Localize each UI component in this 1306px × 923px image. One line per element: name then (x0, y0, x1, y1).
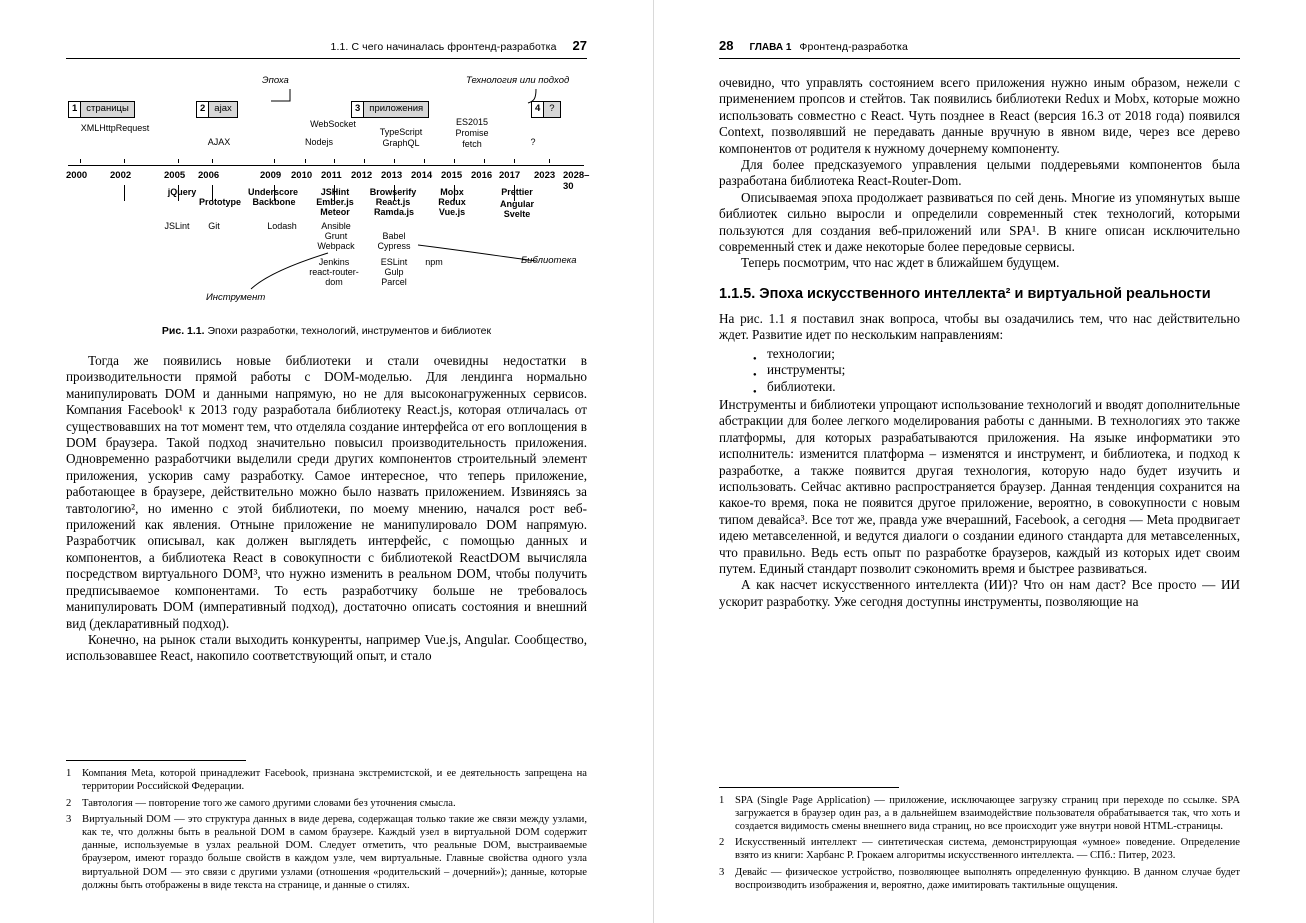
footnote-number: 3 (719, 866, 725, 878)
era-box-3 (351, 101, 429, 118)
axis-tick (549, 159, 550, 163)
footnotes-left (66, 746, 587, 895)
axis-tick (212, 159, 213, 163)
fig-label-es2015: ES2015 (455, 117, 489, 127)
figure-annotation-era: Эпоха (262, 75, 289, 86)
axis-year: 2010 (291, 170, 313, 181)
bullet-list (719, 346, 1240, 395)
header-rule-right (719, 58, 1240, 59)
axis-year: 2009 (260, 170, 282, 181)
page-number-left: 27 (572, 38, 587, 53)
fig-label-eslint: ESLint (380, 257, 408, 267)
fig-label-angular: Angular (499, 199, 534, 209)
running-head-right (719, 38, 1240, 58)
fig-label-git: Git (208, 221, 220, 231)
footnote-rule (719, 787, 899, 788)
footnote-number: 2 (719, 837, 725, 849)
footnote-text: Компания Meta, которой принадлежит Facebook, признана экстремистской, и ее деятельность запрещена на территории Российской Федерации. (82, 768, 587, 793)
figure-annotation-instrument: Инструмент (206, 292, 266, 303)
fig-label-promise: Promise (455, 128, 489, 138)
fig-label-backbone: Backbone (252, 197, 296, 207)
fig-label-jenkins: Jenkins (318, 257, 350, 267)
footnote-number: 2 (66, 797, 72, 809)
timeline-axis (68, 165, 584, 166)
footnote-number: 1 (719, 794, 725, 806)
era-box-2 (196, 101, 238, 118)
footnote-text: Искусственный интеллект — синтетическая система, демонстрирующая «умное» поведение. Определение взято из книги: Харбанс Р. Грокаем алгоритмы искусственного интеллекта. — СПб.: Питер, 2023. (735, 837, 1240, 862)
footnote-text: SPA (Single Page Application) — приложение, исключающее загрузку страниц при переходе по ссылке. SPA загружается в браузер один раз, а в дальнейшем взаимодействие пользователя обрабатывается так, что хоть и создается видимость смены внешнего вида страниц, но все происходит уже внутри новой HTML-страницы. (735, 794, 1240, 832)
footnote (719, 836, 1240, 862)
paragraph: Конечно, на рынок стали выходить конкуренты, например Vue.js, Angular. Сообщество, использовавшее React, накопило соответствующий опыт, и стало (66, 631, 587, 664)
axis-year: 2017 (499, 170, 521, 181)
footnote-text: Тавтология — повторение того же самого другими словами без уточнения смысла. (82, 797, 456, 809)
axis-tick (484, 159, 485, 163)
fig-label-cypress: Cypress (377, 241, 411, 251)
fig-label-jquery: jQuery (167, 187, 197, 197)
fig-label-lodash: Meteor (320, 207, 350, 217)
axis-tick (424, 159, 425, 163)
axis-tick (334, 159, 335, 163)
footnote-rule (66, 760, 246, 761)
list-item: ● библиотеки. (767, 379, 1240, 395)
figure-annotation-tech: Технология или подход (466, 75, 570, 86)
paragraph: очевидно, что управлять состоянием всего приложения нужно иным образом, нежели с применением пропсов и стейтов. Так появились библиотеки Redux и Mobx, которые можно использовать совместно с React. Чуть позднее в React (версия 16.3 от 2018 года) появился Context, позволявший не передавать данные вручную в явном виде, через все дерево компонентов от родителя к нужному дочернему компоненту. (719, 75, 1240, 156)
axis-year: 2006 (198, 170, 220, 181)
fig-label-webpack: Webpack (317, 241, 355, 251)
fig-label-redux: Redux (438, 197, 466, 207)
axis-year: 2012 (351, 170, 373, 181)
fig-label-meteor: Ember.js (316, 197, 354, 207)
era-box-number: 3 (352, 102, 364, 117)
footnote-number: 3 (66, 813, 72, 825)
axis-year: 2023 (534, 170, 556, 181)
axis-year: 2015 (441, 170, 463, 181)
axis-year: 2028–30 (563, 170, 590, 192)
footnote-number: 1 (66, 768, 72, 780)
fig-label-parcel: Parcel (381, 277, 407, 287)
figure-caption-label: Рис. 1.1. (161, 325, 205, 337)
axis-year: 2002 (110, 170, 132, 181)
running-head-left (66, 38, 587, 58)
axis-year: 2005 (164, 170, 186, 181)
footnote (66, 797, 587, 810)
paragraph: Теперь посмотрим, что нас ждет в ближайшем будущем. (741, 255, 1060, 271)
fig-label-prettier: Prettier (501, 187, 533, 197)
axis-tick (274, 159, 275, 163)
fig-label-nodejs: Nodejs (304, 137, 333, 147)
figure-1-1 (66, 75, 590, 315)
fig-label-underscore: Underscore (247, 187, 299, 197)
list-item: ● технологии; (767, 346, 1240, 362)
era-box-label: страницы (86, 103, 129, 114)
fig-label-typescript: TypeScript (379, 127, 423, 137)
era-box-number: 2 (197, 102, 209, 117)
footnotes-right (719, 773, 1240, 895)
paragraph: Тогда же появились новые библиотеки и стали очевидны недостатки в производительности прямой работы с DOM-моделью. Для лендинга нормально манипулировать DOM и данными напрямую, но не для высоконагруженных сервисов. Компания Facebook¹ к 2013 году разработала библиотеку React.js, которая отличалась от существовавших на тот момент тем, что отделяла создание интерфейса от его воплощения в DOM браузера. Такой подход значительно повысил производительность приложения. Одновременно разработчики выделили среди других компонентов строительный элемент приложения, ускорив саму разработку. Самое интересное, что теперь приложение, работающее в браузере, действительно можно было назвать приложением. Извиняясь за тавтологию², но именно с этой библиотеки, по моему мнению, начался рост веб-приложений как явления. Отныне приложение не манипулировало DOM напрямую. Разработчик описывал, как должен выглядеть интерфейс, с помощью данных и компонентов, а библиотека React в совокупности с библиотекой ReactDOM вычисляла посредством виртуального DOM³, что нужно изменить в реальном DOM, чтобы получить предписываемое компонентами. То есть разработчику больше не требовалось манипулировать DOM (императивный подход), достаточно описать состояния и внешний вид (декларативный подход). (66, 353, 587, 631)
axis-tick (364, 159, 365, 163)
era-box-label: ? (549, 103, 555, 114)
fig-label-prototype: Prototype (198, 197, 241, 207)
fig-label-reactjs: Browserify (369, 187, 417, 197)
figure-annotation-library: Библиотека (521, 255, 577, 266)
axis-year: 2000 (66, 170, 88, 181)
drop-line (124, 185, 125, 201)
axis-year: 2011 (321, 170, 342, 181)
paragraph: Описываемая эпоха продолжает развиваться по сей день. Многие из упомянутых выше библиотек сильно выросли и определили современный стек технологий, которыми пользуются для создания веб-приложений или SPA¹. В книге описан исключительно современный стек и даже некоторые более передовые сервисы. (719, 189, 1240, 255)
fig-label-jslint: JSLint (164, 221, 190, 231)
axis-year: 2013 (381, 170, 403, 181)
fig-label-jshint: Lodash (267, 221, 297, 231)
footnote (66, 813, 587, 892)
axis-year: 2014 (411, 170, 433, 181)
era-box-label: ajax (214, 103, 232, 114)
axis-tick (394, 159, 395, 163)
axis-tick (454, 159, 455, 163)
axis-tick (80, 159, 81, 163)
fig-label-graphql: GraphQL (382, 138, 420, 148)
fig-label-question: ? (530, 137, 536, 147)
axis-tick (124, 159, 125, 163)
chapter-title: Фронтенд-разработка (799, 41, 908, 53)
fig-label-grunt: Grunt (324, 231, 348, 241)
fig-label-ramdajs: React.js (375, 197, 411, 207)
chapter-label: ГЛАВА 1 (749, 42, 792, 53)
axis-year: 2016 (471, 170, 493, 181)
paragraph: Для более предсказуемого управления целыми поддеревьями компонентов была разработана библиотека React-Router-Dom. (719, 157, 1240, 189)
page-number-right: 28 (719, 38, 734, 53)
footnote (66, 767, 587, 793)
fig-label-babel: Babel (382, 231, 406, 241)
fig-label-mobx: Mobx (440, 187, 464, 197)
fig-label-svelte: Svelte (503, 209, 531, 219)
era-box-number: 4 (532, 102, 544, 117)
fig-label-ansible: Ansible (321, 221, 351, 231)
paragraph: А как насчет искусственного интеллекта (ИИ)? Что он нам даст? Все просто — ИИ ускорит разработку. Уже сегодня доступны инструменты, позволяющие на (719, 577, 1240, 609)
footnote (719, 794, 1240, 834)
figure-caption (66, 325, 587, 337)
fig-label-gulp: Gulp (384, 267, 404, 277)
fig-label-react-router-dom: Ramda.js (373, 207, 415, 217)
fig-label-vuejs: Vue.js (438, 207, 466, 217)
fig-label-websocket: WebSocket (310, 119, 356, 129)
era-box-number: 1 (69, 102, 81, 117)
axis-tick (305, 159, 306, 163)
list-item: ● инструменты; (767, 362, 1240, 378)
section-heading: 1.1.5. Эпоха искусственного интеллекта² и виртуальной реальности (719, 285, 1211, 302)
right-page (653, 0, 1306, 923)
running-head-title: 1.1. С чего начиналась фронтенд-разработка (330, 41, 557, 53)
fig-label-emberjs: JSHint (320, 187, 350, 197)
era-box-4 (531, 101, 561, 118)
fig-label-browserify: react-router-dom (309, 267, 359, 287)
fig-label-xmlhttprequest: XMLHttpRequest (80, 123, 150, 133)
figure-caption-text: Эпохи разработки, технологий, инструментов и библиотек (207, 325, 492, 337)
footnote-text: Виртуальный DOM — это структура данных в виде дерева, содержащая только такие же связи между узлами, как те, что должны быть в реальной DOM в самом браузере. Каждый узел в виртуальной DOM содержит данные, используемые в узлах реальной DOM. Следует отметить, что реальные DOM, выстраиваемые браузером, имеют гораздо больше свойств в каждом узле, чем виртуальные. Главные свойства одного узла виртуальной DOM — это связи с другими узлами (отношения «родительский – дочерний»); данные, которые должны быть отображены в виде текста на странице, и данные о стилях. (82, 813, 587, 891)
axis-tick (178, 159, 179, 163)
footnote (719, 866, 1240, 892)
fig-label-npm: npm (425, 257, 443, 267)
footnote-text: Девайс — физическое устройство, позволяющее выполнять определенную функцию. В данном случае будет воспроизводить изображения и, вероятно, даже имитировать тактильные ощущения. (735, 866, 1240, 891)
fig-label-ajax: AJAX (207, 137, 231, 147)
axis-tick (514, 159, 515, 163)
fig-label-fetch: fetch (462, 139, 482, 149)
era-box-label: приложения (369, 103, 424, 114)
era-box-1 (68, 101, 135, 118)
header-rule-left (66, 58, 587, 59)
paragraph: На рис. 1.1 я поставил знак вопроса, чтобы вы озадачились тем, что нас действительно ждет. Развитие идет по нескольким направлениям: (719, 310, 1240, 343)
paragraph: Инструменты и библиотеки упрощают использование технологий и вводят дополнительные абстракции для более легкого моделирования работы с данными. В технологиях это также платформы, для которых разрабатываются приложения. На языке информатики это исполнитель: изменится платформа – изменятся и инструмент, и библиотека, и подход к разработке, а также появится другая технология, которую надо будет изучить и использовать. Сейчас активно распространяется браузер. Данная тенденция сохранится на какое-то время, пока не появится другое приложение, вероятно, в совокупности с новым типом девайса³. Все тот же, правда уже вчерашний, Facebook, а сегодня — Meta продвигает идею метавселенной, и ведутся диалоги о создании единого стандарта для метавселенных, что правильно. Ведь есть опыт по разработке браузеров, каждый из которых идет своим путем. Единый стандарт позволит сэкономить время и быстрее развиваться. (719, 396, 1240, 576)
